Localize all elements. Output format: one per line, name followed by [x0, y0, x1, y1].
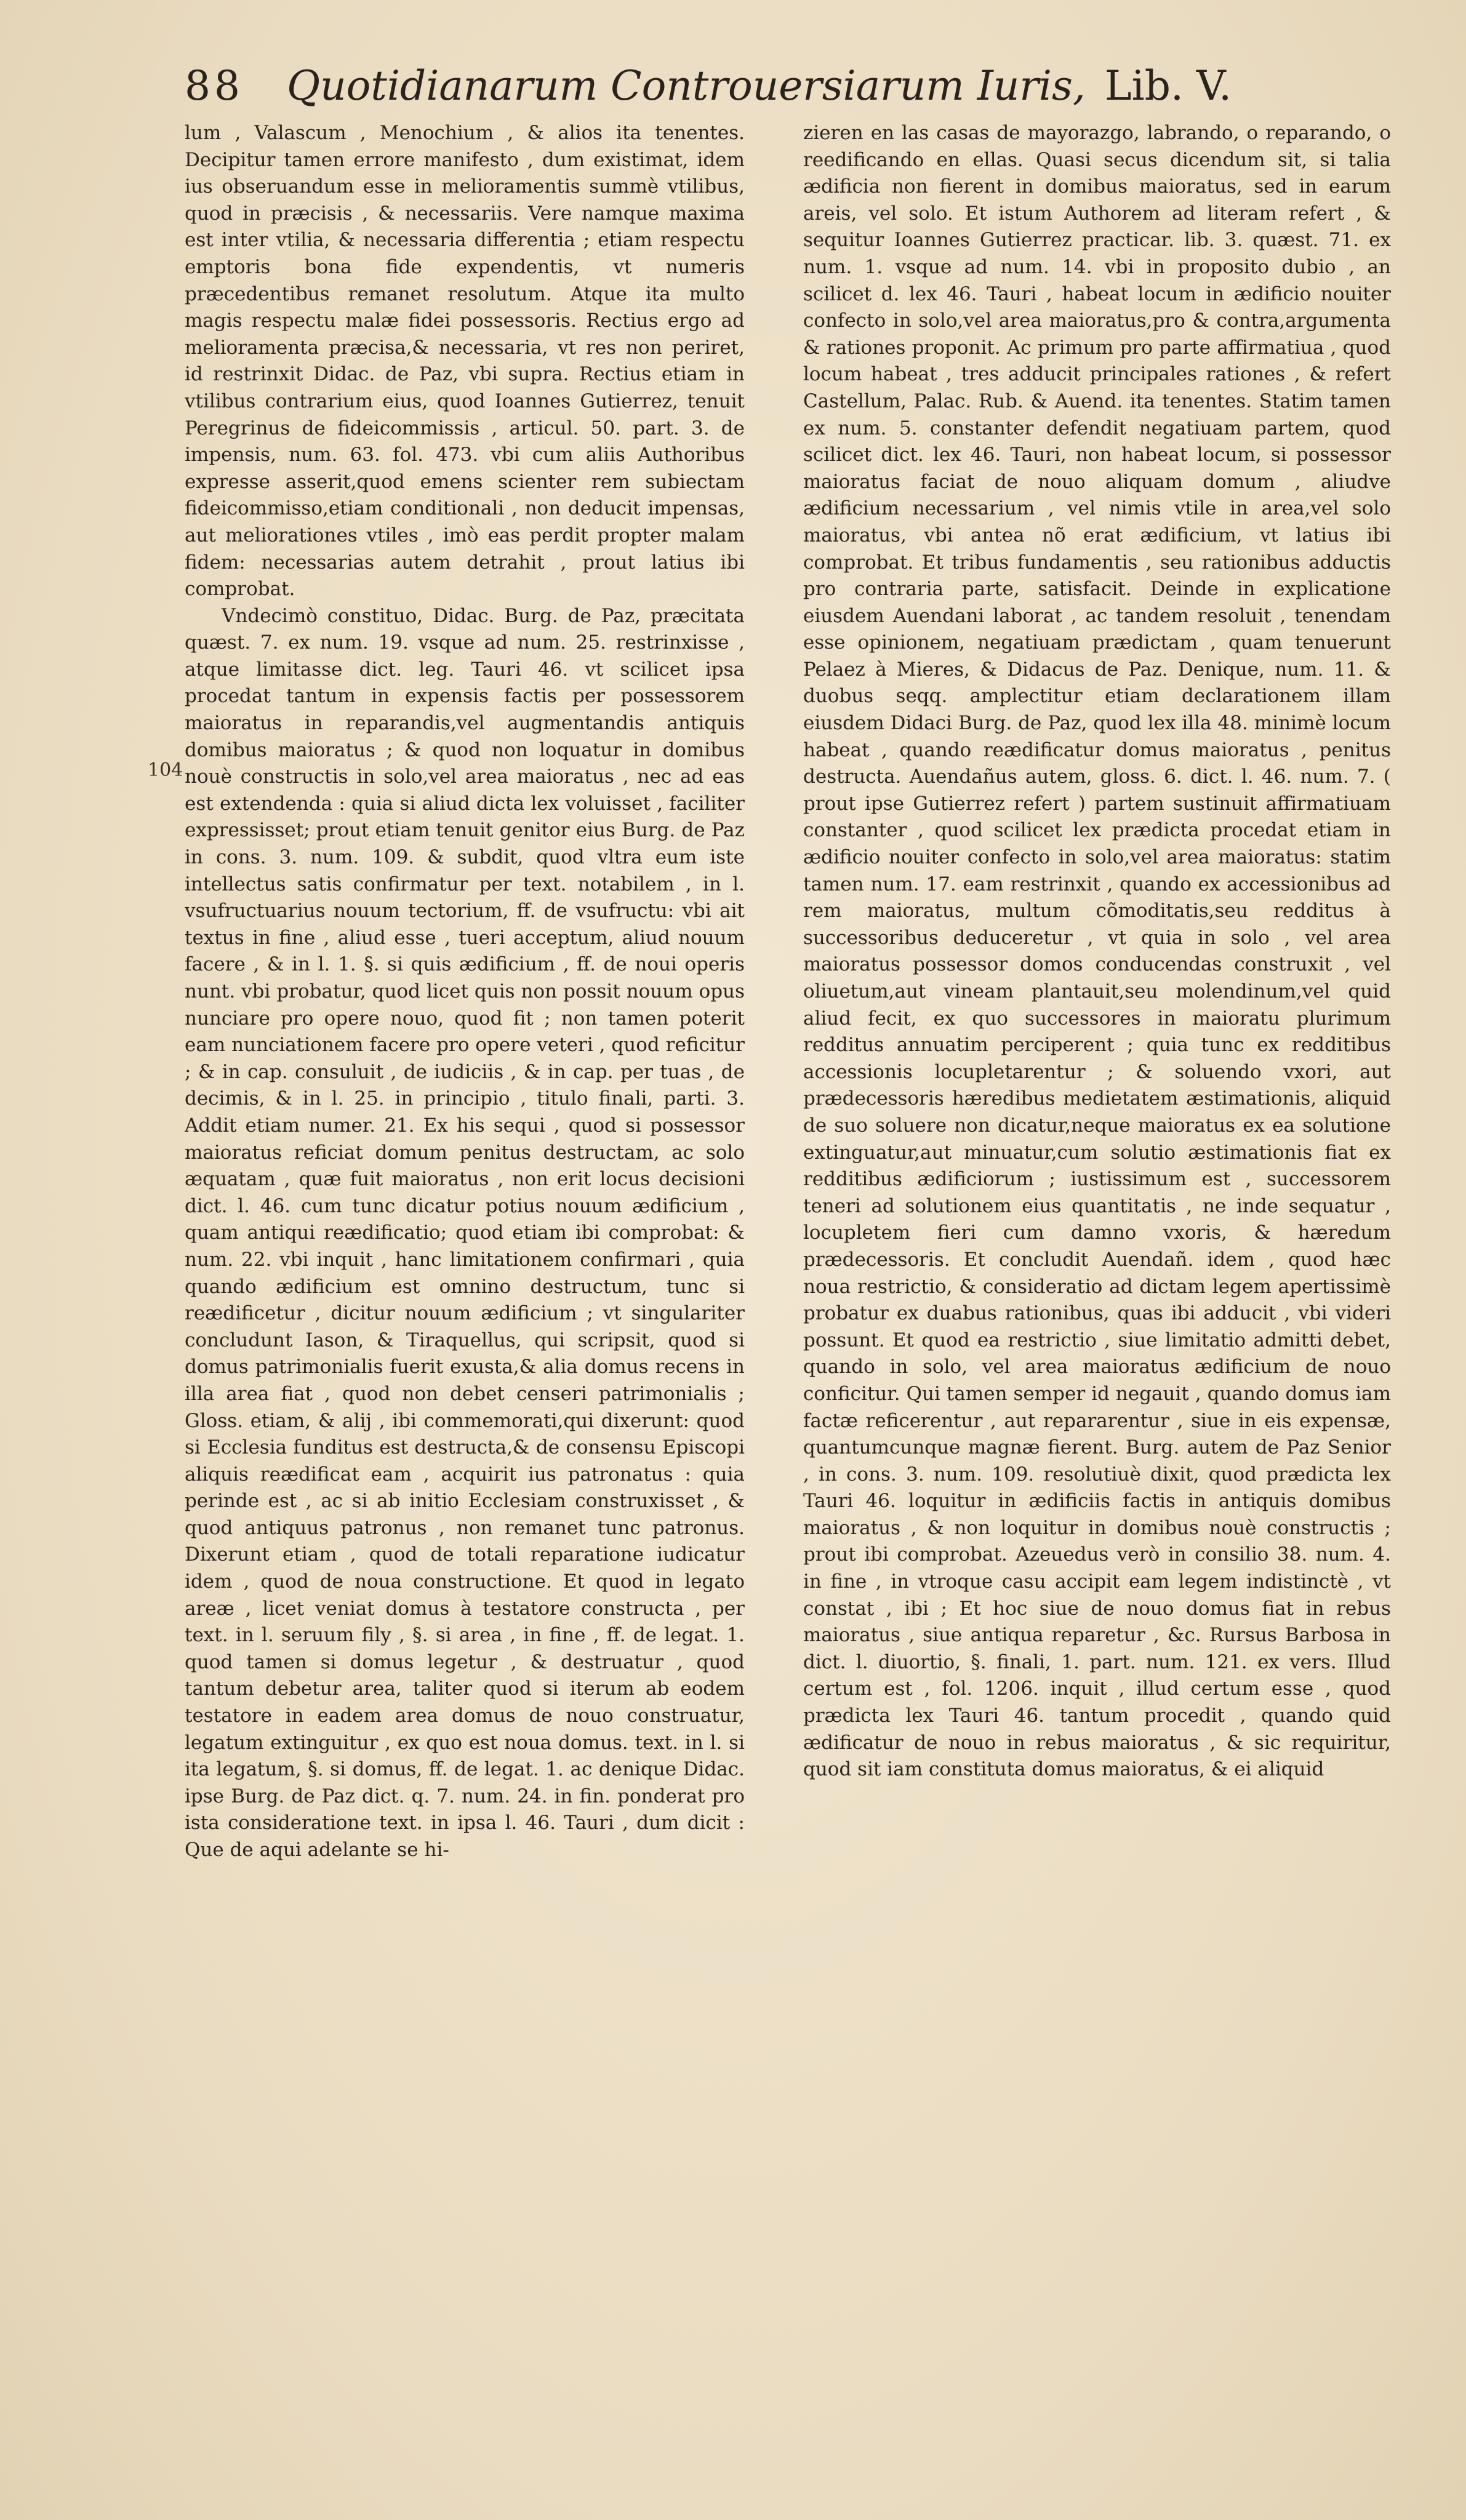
left-column: [185, 120, 745, 2446]
right-paragraph-1: zieren en las casas de mayorazgo, labrando, o reparando, o reedificando en ellas. Quasi secus dicendum sit, si talia ædificia non fierent in domibus maioratus, sed in earum areis, vel solo. Et istum Authorem ad literam refert , & sequitur Ioannes Gutierrez practicar. lib. 3. quæst. 71. ex num. 1. vsque ad num. 14. vbi in proposito dubio , an scilicet d. lex 46. Tauri , habeat locum in ædificio nouiter confecto in solo,vel area maioratus,pro & contra,argumenta & rationes proponit. Ac primum pro parte affirmatiua , quod locum habeat , tres adducit principales rationes , & refert Castellum, Palac. Rub. & Auend. ita tenentes. Statim tamen ex num. 5. constanter defendit negatiuam partem, quod scilicet dict. lex 46. Tauri, non habeat locum, si possessor maioratus faciat de nouo aliquam domum , aliudve ædificium necessarium , vel nimis vtile in area,vel solo maioratus, vbi antea nõ erat ædificium, vt latius ibi comprobat. Et tribus fundamentis , seu rationibus adductis pro contraria parte, satisfacit. Deinde in explicatione eiusdem Auendani laborat , ac tandem resoluit , tenendam esse opinionem, negatiuam prædictam , quam tenuerunt Pelaez à Mieres, & Didacus de Paz. Denique, num. 11. & duobus seqq. amplectitur etiam declarationem illam eiusdem Didaci Burg. de Paz, quod lex illa 48. minimè locum habeat , quando reædificatur domus maioratus , penitus destructa. Auendañus autem, gloss. 6. dict. l. 46. num. 7. ( prout ipse Gutierrez refert ) partem sustinuit affirmatiuam constanter , quod scilicet lex prædicta procedat etiam in ædificio nouiter confecto in solo,vel area maioratus: statim tamen num. 17. eam restrinxit , quando ex accessionibus ad rem maioratus, multum cõmoditatis,seu redditus à successoribus deduceretur , vt quia in solo , vel area maioratus possessor domos conducendas construxit , vel oliuetum,aut vineam plantauit,seu molendinum,vel quid aliud fecit, ex quo successores in maioratu plurimum redditus annuatim perciperent ; quia tunc ex redditibus accessionis locupletarentur ; & soluendo vxori, aut prædecessoris hæredibus medietatem æstimationis, aliquid de suo soluere non dicatur,neque maioratus ex ea solutione extinguatur,aut minuatur,cum solutio æstimationis fiat ex redditibus ædificiorum ; iustissimum est , successorem teneri ad solutionem eius quantitatis , ne inde sequatur , locupletem fieri cum damno vxoris, & hæredum prædecessoris. Et concludit Auendañ. idem , quod hæc noua restrictio, & consideratio ad dictam legem apertissimè probatur ex duabus rationibus, quas ibi adducit , vbi videri possunt. Et quod ea restrictio , siue limitatio admitti debet, quando in solo, vel area maioratus ædificium de nouo conficitur. Qui tamen semper id negauit , quando domus iam factæ reficerentur , aut repararentur , siue in eis expensæ, quantumcunque magnæ fierent. Burg. autem de Paz Senior , in cons. 3. num. 109. resolutiuè dixit, quod prædicta lex Tauri 46. loquitur in ædificiis factis in antiquis domibus maioratus , & non loquitur in domibus nouè constructis ; prout ibi comprobat. Azeuedus verò in consilio 38. num. 4. in fine , in vtroque casu accipit eam legem indistinctè , vt constat , ibi ; Et hoc siue de nouo domus fiat in rebus maioratus , siue antiqua reparetur , &c. Rursus Barbosa in dict. l. diuortio, §. finali, 1. part. num. 121. ex vers. Illud certum est , fol. 1206. inquit , illud certum esse , quod prædicta lex Tauri 46. tantum procedit , quando quid ædificatur de nouo in rebus maioratus , & sic requiritur, quod sit iam constituta domus maioratus, & ei aliquid: [803, 122, 1391, 1781]
left-paragraph-2: Vndecimò constituo, Didac. Burg. de Paz, præcitata quæst. 7. ex num. 19. vsque ad num. 25. restrinxisse , atque limitasse dict. leg. Tauri 46. vt scilicet ipsa procedat tantum in expensis factis per possessorem maioratus in reparandis,vel augmentandis antiquis domibus maioratus ; & quod non loquatur in domibus nouè constructis in solo,vel area maioratus , nec ad eas est extendenda : quia si aliud dicta lex voluisset , faciliter expressisset; prout etiam tenuit genitor eius Burg. de Paz in cons. 3. num. 109. & subdit, quod vltra eum iste intellectus satis confirmatur per text. notabilem , in l. vsufructuarius nouum tectorium, ff. de vsufructu: vbi ait textus in fine , aliud esse , tueri acceptum, aliud nouum facere , & in l. 1. §. si quis ædificium , ff. de noui operis nunt. vbi probatur, quod licet quis non possit nouum opus nunciare pro opere nouo, quod fit ; non tamen poterit eam nunciationem facere pro opere veteri , quod reficitur ; & in cap. consuluit , de iudiciis , & in cap. per tuas , de decimis, & in l. 25. in principio , titulo finali, parti. 3. Addit etiam numer. 21. Ex his sequi , quod si possessor maioratus reficiat domum penitus destructam, ac solo æquatam , quæ fuit maioratus , non erit locus decisioni dict. l. 46. cum tunc dicatur potius nouum ædificium , quam antiqui reædificatio; quod etiam ibi comprobat: & num. 22. vbi inquit , hanc limitationem confirmari , quia quando ædificium est omnino destructum, tunc si reædificetur , dicitur nouum ædificium ; vt singulariter concludunt Iason, & Tiraquellus, qui scripsit, quod si domus patrimonialis fuerit exusta,& alia domus recens in illa area fiat , quod non debet censeri patrimonialis ; Gloss. etiam, & alij , ibi commemorati,qui dixerunt: quod si Ecclesia funditus est destructa,& de consensu Episcopi aliquis reædificat eam , acquirit ius patronatus : quia perinde est , ac si ab initio Ecclesiam construxisset , & quod antiquus patronus , non remanet tunc patronus. Dixerunt etiam , quod de totali reparatione iudicatur idem , quod de noua constructione. Et quod in legato areæ , licet veniat domus à testatore constructa , per text. in l. seruum fily , §. si area , in fine , ff. de legat. 1. quod tamen si domus legetur , & destruatur , quod tantum debetur area, taliter quod si iterum ab eodem testatore in eadem area domus de nouo construatur, legatum extinguitur , ex quo est noua domus. text. in l. si ita legatum, §. si domus, ff. de legat. 1. ac denique Didac. ipse Burg. de Paz dict. q. 7. num. 24. in fin. ponderat pro ista consideratione text. in ipsa l. 46. Tauri , dum dicit : Que de aqui adelante se hi-: [185, 604, 745, 1861]
marginal-paragraph-number: 104: [148, 759, 183, 781]
running-head: [185, 58, 1403, 114]
running-title: Quotidianarum Controuersiarum Iuris,: [286, 62, 1086, 110]
book-number: Lib. V.: [1104, 62, 1232, 110]
page-number: 88: [185, 62, 244, 110]
left-paragraph-1: lum , Valascum , Menochium , & alios ita tenentes. Decipitur tamen errore manifesto , dum existimat, idem ius obseruandum esse in melioramentis summè vtilibus, quod in præcisis , & necessariis. Vere namque maxima est inter vtilia, & necessaria differentia ; etiam respectu emptoris bona fide expendentis, vt numeris præcedentibus remanet resolutum. Atque ita multo magis respectu malæ fidei possessoris. Rectius ergo ad melioramenta præcisa,& necessaria, vt res non periret, id restrinxit Didac. de Paz, vbi supra. Rectius etiam in vtilibus contrarium eius, quod Ioannes Gutierrez, tenuit Peregrinus de fideicommissis , articul. 50. part. 3. de impensis, num. 63. fol. 473. vbi cum aliis Authoribus expresse asserit,quod emens scienter rem subiectam fideicommisso,etiam conditionali , non deducit impensas, aut meliorationes vtiles , imò eas perdit propter malam fidem: necessarias autem detrahit , prout latius ibi comprobat.: [185, 122, 745, 601]
right-column: [803, 120, 1391, 2446]
